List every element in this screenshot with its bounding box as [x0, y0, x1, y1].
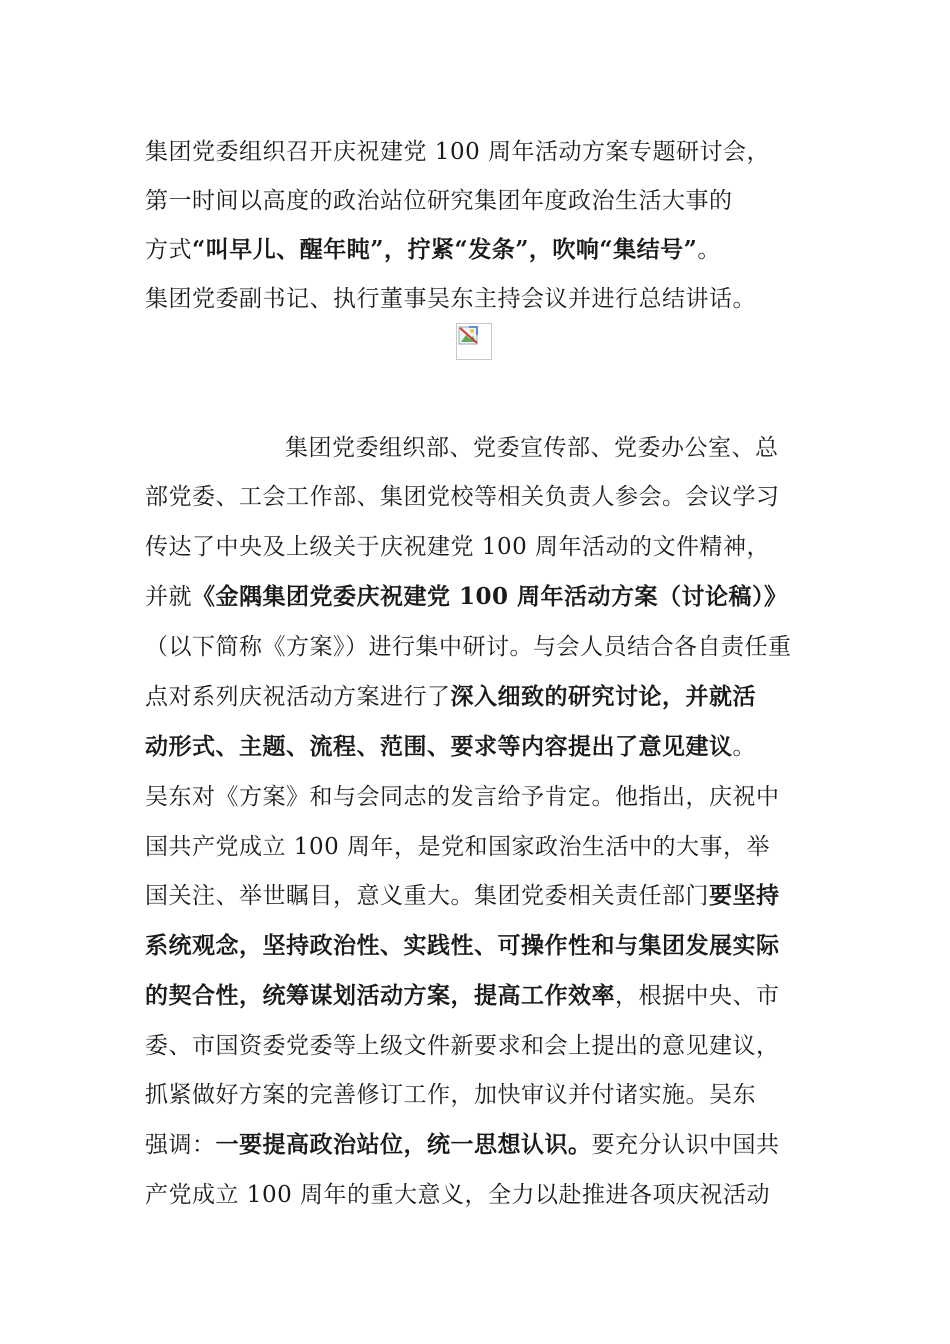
bold-text: 《金隅集团党委庆祝建党 100 周年活动方案（讨论稿）》	[192, 583, 788, 610]
paragraph1-line3	[145, 234, 721, 266]
paragraph1-line2: 第一时间以高度的政治站位研究集团年度政治生活大事的	[145, 188, 733, 214]
text-span: 。	[697, 237, 721, 263]
paragraph2-line13: 委、市国资委党委等上级文件新要求和会上提出的意见建议，	[145, 1033, 780, 1059]
bold-text: 要坚持	[709, 882, 780, 909]
broken-image-icon	[456, 323, 492, 360]
text-span: 国关注、举世瞩目，意义重大。集团党委相关责任部门	[145, 883, 709, 909]
paragraph2-line10	[145, 880, 780, 912]
paragraph2-line4	[145, 581, 788, 613]
paragraph2-line14: 抓紧做好方案的完善修订工作，加快审议并付诸实施。吴东	[145, 1082, 756, 1108]
paragraph2-line12	[145, 980, 780, 1012]
paragraph2-line6	[145, 681, 756, 713]
paragraph2-line16: 产党成立 100 周年的重大意义，全力以赴推进各项庆祝活动	[145, 1182, 771, 1208]
paragraph2-line1: 集团党委组织部、党委宣传部、党委办公室、总	[285, 435, 779, 461]
paragraph2-line5: （以下简称《方案》）进行集中研讨。与会人员结合各自责任重	[145, 634, 792, 660]
paragraph1-line4: 集团党委副书记、执行董事吴东主持会议并进行总结讲话。	[145, 286, 756, 312]
paragraph2-line3: 传达了中央及上级关于庆祝建党 100 周年活动的文件精神，	[145, 534, 771, 560]
paragraph2-line2: 部党委、工会工作部、集团党校等相关负责人参会。会议学习	[145, 484, 780, 510]
bold-text: 一要提高政治站位，统一思想认识。	[215, 1131, 592, 1158]
paragraph2-line15	[145, 1129, 780, 1161]
text-span: 方式	[145, 237, 192, 263]
paragraph2-line11: 系统观念，坚持政治性、实践性、可操作性和与集团发展实际	[145, 932, 780, 959]
bold-text: 动形式、主题、流程、范围、要求等内容提出了意见建议	[145, 733, 733, 760]
paragraph2-line9: 国共产党成立 100 周年，是党和国家政治生活中的大事，举	[145, 834, 771, 860]
text-span: 要充分认识中国共	[591, 1132, 780, 1158]
bold-text: 的契合性，统筹谋划活动方案，提高工作效率	[145, 982, 615, 1009]
paragraph2-line8: 吴东对《方案》和与会同志的发言给予肯定。他指出，庆祝中	[145, 784, 780, 810]
paragraph1-line1: 集团党委组织召开庆祝建党 100 周年活动方案专题研讨会，	[145, 139, 771, 165]
paragraph2-line7	[145, 731, 756, 763]
bold-text: 深入细致的研究讨论，并就活	[450, 683, 756, 710]
text-span: 强调：	[145, 1132, 216, 1158]
text-span: ，根据中央、市	[615, 983, 780, 1009]
bold-text: “叫早儿、醒年盹”，拧紧“发条”，吹响“集结号”	[192, 236, 698, 263]
text-span: 。	[732, 734, 756, 760]
text-span: 点对系列庆祝活动方案进行了	[145, 684, 451, 710]
text-span: 并就	[145, 584, 192, 610]
